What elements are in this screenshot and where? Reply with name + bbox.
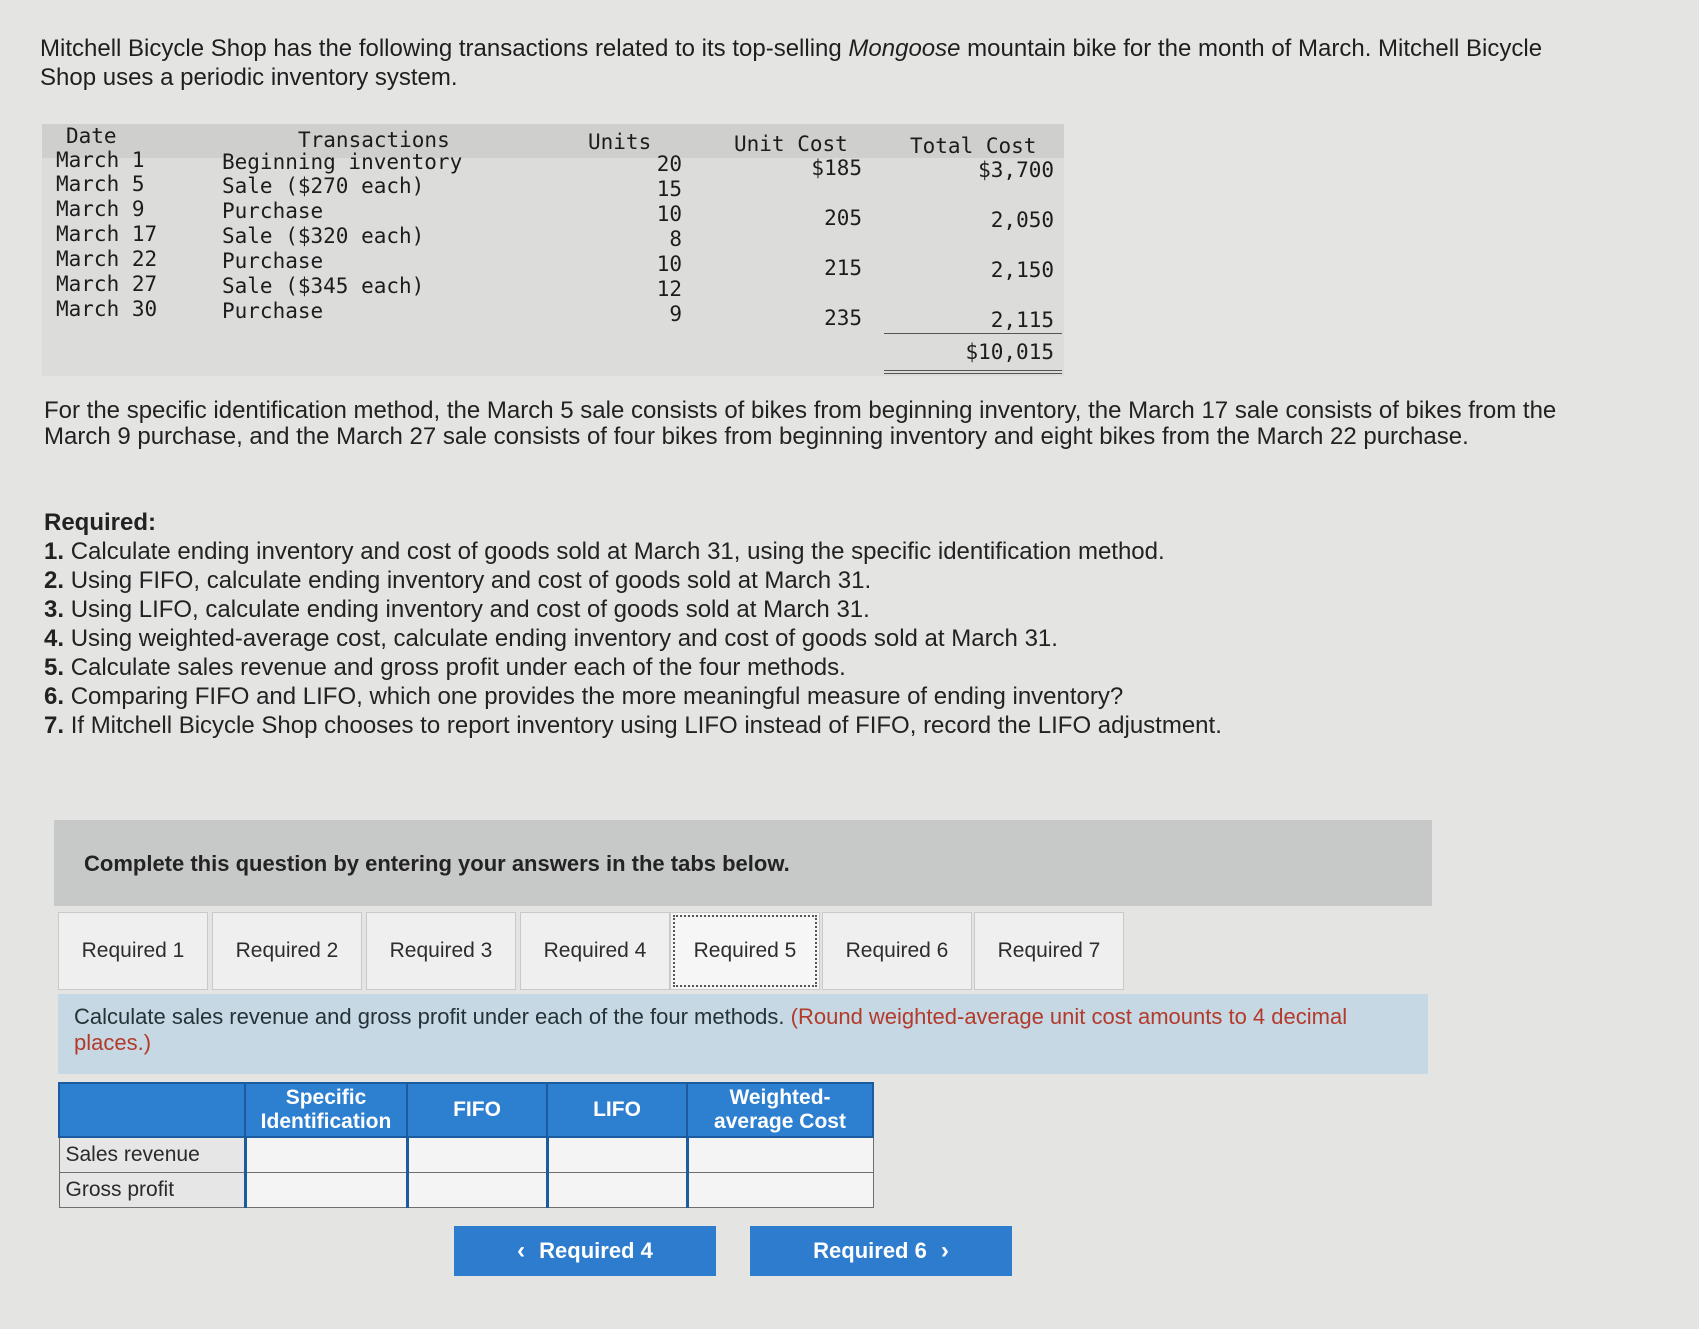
answer-cell[interactable]: [547, 1137, 687, 1173]
required-item-text: Using weighted-average cost, calculate ending inventory and cost of goods sold at March 31.: [70, 625, 1058, 652]
prev-required-button[interactable]: [454, 1226, 716, 1276]
next-required-label: Required 6: [813, 1238, 927, 1263]
required-item-text: Using FIFO, calculate ending inventory and cost of goods sold at March 31.: [70, 567, 872, 594]
answer-cell[interactable]: [687, 1173, 873, 1208]
answer-header-specific-identification: Specific Identification: [245, 1083, 407, 1137]
header-unit-cost: Unit Cost: [734, 132, 848, 156]
answer-row-label: Sales revenue: [59, 1137, 245, 1173]
instruction-text: [74, 1004, 1394, 1056]
chevron-right-icon: ›: [940, 1237, 949, 1264]
row-units: 12: [656, 277, 682, 301]
required-item: [44, 537, 1444, 566]
answer-table: [58, 1082, 874, 1208]
required-item-number: 3.: [44, 596, 65, 623]
row-unit-cost: 205: [824, 206, 862, 230]
row-units: 10: [656, 202, 682, 226]
sales-revenue-specific-input[interactable]: [247, 1138, 406, 1172]
row-units: 9: [669, 302, 682, 326]
instruction-rounding-note: (Round weighted-average unit cost amounts to 4 decimal places.): [74, 1004, 1348, 1055]
gross-profit-weighted-input[interactable]: [689, 1173, 873, 1207]
sales-revenue-lifo-input[interactable]: [549, 1138, 686, 1172]
answer-cell[interactable]: [245, 1137, 407, 1173]
tab-required-4[interactable]: Required 4: [520, 912, 670, 990]
row-units: 20: [656, 152, 682, 176]
required-item-number: 1.: [44, 538, 65, 565]
row-transaction: Purchase: [222, 199, 324, 223]
answer-cell[interactable]: [407, 1173, 547, 1208]
required-item: [44, 624, 1444, 653]
answer-row-gross-profit: [59, 1173, 873, 1208]
required-section: [44, 508, 1444, 740]
row-units: 15: [656, 177, 682, 201]
required-item-text: Calculate ending inventory and cost of goods sold at March 31, using the specific identification method.: [70, 538, 1165, 565]
chevron-left-icon: ‹: [517, 1237, 526, 1264]
intro-text-before: Mitchell Bicycle Shop has the following transactions related to its top-selling: [40, 35, 849, 62]
required-item: [44, 653, 1444, 682]
required-item-text: Using LIFO, calculate ending inventory and cost of goods sold at March 31.: [70, 596, 870, 623]
header-date: Date: [66, 124, 117, 148]
required-list: [44, 537, 1444, 740]
required-item: [44, 682, 1444, 711]
header-units: Units: [588, 130, 652, 154]
row-transaction: Purchase: [222, 249, 324, 273]
row-transaction: Beginning inventory: [222, 150, 463, 174]
required-title: Required:: [44, 509, 157, 536]
row-total-cost: 2,150: [990, 258, 1054, 282]
row-transaction: Sale ($320 each): [222, 224, 425, 248]
row-transaction: Purchase: [222, 299, 324, 323]
row-total-cost: 2,115: [990, 308, 1054, 332]
answer-cell[interactable]: [245, 1173, 407, 1208]
row-unit-cost: 235: [824, 306, 862, 330]
required-item-number: 5.: [44, 654, 65, 681]
instruction-main: Calculate sales revenue and gross profit under each of the four methods.: [74, 1004, 785, 1029]
row-transaction: Sale ($270 each): [222, 174, 425, 198]
required-item-text: If Mitchell Bicycle Shop chooses to report inventory using LIFO instead of FIFO, record the LIFO adjustment.: [70, 712, 1222, 739]
required-item-number: 7.: [44, 712, 65, 739]
required-item: [44, 711, 1444, 740]
complete-question-banner: [54, 820, 1432, 906]
problem-intro: [40, 34, 1600, 92]
answer-header-row: [59, 1083, 873, 1137]
gross-profit-specific-input[interactable]: [247, 1173, 406, 1207]
answer-row-sales-revenue: [59, 1137, 873, 1173]
tab-required-7[interactable]: Required 7: [974, 912, 1124, 990]
specific-identification-note: For the specific identification method, the March 5 sale consists of bikes from beginning inventory, the March 17 sale consists of bikes from the March 9 purchase, and the March 27 sale consists of four bikes from beginning inventory and eight bikes from the March 22 purchase.: [44, 397, 1557, 450]
intro-text-after: mountain bike for the month of March. Mitchell Bicycle Shop uses a periodic inventory system.: [40, 35, 1543, 91]
answer-header-lifo: LIFO: [547, 1083, 687, 1137]
tab-required-6[interactable]: Required 6: [822, 912, 972, 990]
answer-row-label: Gross profit: [59, 1173, 245, 1208]
row-units: 10: [656, 252, 682, 276]
gross-profit-lifo-input[interactable]: [549, 1173, 686, 1207]
row-date: March 5: [56, 172, 145, 196]
row-date: March 30: [56, 297, 158, 321]
double-underline-rule: [884, 370, 1062, 374]
row-unit-cost: $185: [811, 156, 862, 180]
tab-required-1[interactable]: Required 1: [58, 912, 208, 990]
answer-cell[interactable]: [547, 1173, 687, 1208]
row-date: March 9: [56, 197, 145, 221]
row-total-cost: $3,700: [978, 158, 1054, 182]
answer-cell[interactable]: [407, 1137, 547, 1173]
answer-header-weighted-average: Weighted-average Cost: [687, 1083, 873, 1137]
complete-banner-text: Complete this question by entering your answers in the tabs below.: [84, 851, 790, 876]
sales-revenue-weighted-input[interactable]: [689, 1138, 873, 1172]
answer-header-fifo: FIFO: [407, 1083, 547, 1137]
tab-required-5[interactable]: Required 5: [670, 912, 820, 990]
required-item: [44, 595, 1444, 624]
grand-total: $10,015: [965, 340, 1054, 364]
required-item-text: Comparing FIFO and LIFO, which one provides the more meaningful measure of ending inventory?: [70, 683, 1124, 710]
answer-cell[interactable]: [687, 1137, 873, 1173]
row-date: March 27: [56, 272, 158, 296]
required-item-number: 2.: [44, 567, 65, 594]
prev-required-label: Required 4: [539, 1238, 653, 1263]
header-total-cost: Total Cost: [910, 134, 1037, 158]
row-units: 8: [669, 227, 682, 251]
gross-profit-fifo-input[interactable]: [409, 1173, 546, 1207]
instruction-panel: [58, 994, 1428, 1074]
next-required-button[interactable]: [750, 1226, 1012, 1276]
required-item: [44, 566, 1444, 595]
row-date: March 1: [56, 148, 145, 172]
intro-brand: Mongoose: [848, 35, 961, 62]
answer-header-blank: [59, 1083, 245, 1137]
header-transactions: Transactions: [298, 128, 450, 152]
tab-required-2[interactable]: Required 2: [212, 912, 362, 990]
row-unit-cost: 215: [824, 256, 862, 280]
row-transaction: Sale ($345 each): [222, 274, 425, 298]
required-item-text: Calculate sales revenue and gross profit under each of the four methods.: [70, 654, 846, 681]
row-total-cost: 2,050: [990, 208, 1054, 232]
subtotal-rule: [884, 333, 1062, 334]
sales-revenue-fifo-input[interactable]: [409, 1138, 546, 1172]
tab-required-3[interactable]: Required 3: [366, 912, 516, 990]
row-date: March 17: [56, 222, 158, 246]
row-date: March 22: [56, 247, 158, 271]
transactions-table: [42, 124, 1064, 376]
required-item-number: 6.: [44, 683, 65, 710]
required-item-number: 4.: [44, 625, 65, 652]
